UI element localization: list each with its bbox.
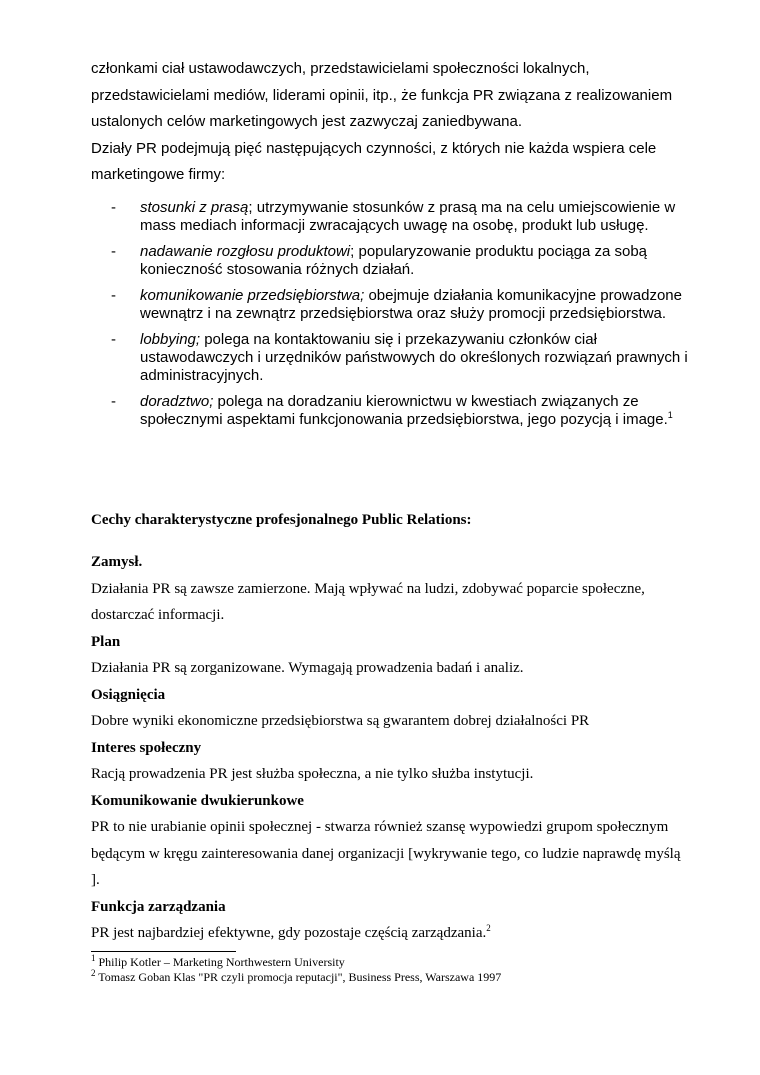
intro-text bbox=[91, 56, 691, 189]
bullet-dash: - bbox=[111, 393, 116, 410]
bullet-dash: - bbox=[111, 331, 116, 348]
activity-text: obejmuje działania komunikacyjne prowadzone wewnątrz i na zewnątrz przedsiębiorstwa oraz służy promocji przedsiębiorstwa. bbox=[140, 287, 682, 322]
footnote-number: 2 bbox=[91, 968, 96, 978]
activity-term: nadawanie rozgłosu produktowi bbox=[140, 243, 351, 260]
footnote-ref-1[interactable]: 1 bbox=[667, 410, 673, 420]
bullet-dash: - bbox=[111, 287, 116, 304]
footnotes bbox=[91, 955, 711, 985]
feature-text: Działania PR są zawsze zamierzone. Mają wpływać na ludzi, zdobywać poparcie społeczne, dostarczać informacji. bbox=[91, 580, 645, 623]
activity-text: ; utrzymywanie stosunków z prasą ma na celu umiejscowienie w mass mediach informacji zwracających uwagę na osobę, produkt lub usługę. bbox=[140, 199, 676, 234]
bullet-dash: - bbox=[111, 243, 116, 260]
feature-title: Komunikowanie dwukierunkowe bbox=[91, 792, 304, 809]
pr-activities-list bbox=[91, 199, 691, 437]
footnote-text: Tomasz Goban Klas "PR czyli promocja reputacji", Business Press, Warszawa 1997 bbox=[95, 970, 502, 984]
feature-title: Zamysł. bbox=[91, 554, 143, 570]
feature-text bbox=[91, 920, 691, 947]
intro-paragraph: Działy PR podejmują pięć następujących czynności, z których nie każda wspiera cele marketingowe firmy: bbox=[91, 139, 657, 183]
feature-text: Racją prowadzenia PR jest służba społeczna, a nie tylko służba instytucji. bbox=[91, 766, 534, 782]
footnote-text: Philip Kotler – Marketing Northwestern University bbox=[95, 955, 345, 969]
footnote-ref-2[interactable]: 2 bbox=[486, 923, 491, 933]
activity-term: stosunki z prasą bbox=[140, 199, 249, 216]
list-item bbox=[91, 393, 691, 429]
footnote-separator bbox=[91, 951, 236, 952]
feature-text: Działania PR są zorganizowane. Wymagają prowadzenia badań i analiz. bbox=[91, 660, 524, 676]
footnote-2 bbox=[91, 970, 711, 985]
feature-title: Interes społeczny bbox=[91, 739, 202, 756]
activity-term: lobbying; bbox=[140, 331, 201, 348]
list-item bbox=[91, 243, 691, 279]
activity-text: polega na doradzaniu kierownictwu w kwestiach związanych ze społecznymi aspektami funkcjonowania przedsiębiorstwa, jego pozycją i image. bbox=[140, 393, 668, 428]
section-heading: Cechy charakterystyczne profesjonalnego Public Relations: bbox=[91, 512, 472, 528]
intro-paragraph: członkami ciał ustawodawczych, przedstawicielami społeczności lokalnych, przedstawicielami mediów, liderami opinii, itp., że funkcja PR związana z realizowaniem ustalonych celów marketingowych jest zazwyczaj zaniedbywana. bbox=[91, 60, 673, 130]
footnote-number: 1 bbox=[91, 953, 96, 963]
activity-term: komunikowanie przedsiębiorstwa; bbox=[140, 287, 365, 304]
activity-text: ; popularyzowanie produktu pociąga za sobą konieczność stosowania różnych działań. bbox=[140, 243, 648, 278]
list-item bbox=[91, 199, 691, 235]
list-item bbox=[91, 331, 691, 385]
feature-text: PR to nie urabianie opinii społecznej - stwarza również szansę wypowiedzi grupom społecznym będącym w kręgu zainteresowania danej organizacji [wykrywanie tego, co ludzie naprawdę myślą ]. bbox=[91, 819, 681, 888]
pr-features-section bbox=[91, 507, 691, 947]
list-item bbox=[91, 287, 691, 323]
feature-text: Dobre wyniki ekonomiczne przedsiębiorstwa są gwarantem dobrej działalności PR bbox=[91, 713, 590, 729]
feature-title: Plan bbox=[91, 633, 121, 650]
bullet-dash: - bbox=[111, 199, 116, 216]
feature-title: Funkcja zarządzania bbox=[91, 898, 226, 915]
footnote-1 bbox=[91, 955, 711, 970]
feature-title: Osiągnięcia bbox=[91, 686, 166, 703]
activity-term: doradztwo; bbox=[140, 393, 214, 410]
activity-text: polega na kontaktowaniu się i przekazywaniu członków ciał ustawodawczych i urzędników państwowych do określonych rozwiązań prawnych i administracyjnych. bbox=[140, 331, 688, 384]
feature-text-body: PR jest najbardziej efektywne, gdy pozostaje częścią zarządzania. bbox=[91, 925, 487, 941]
